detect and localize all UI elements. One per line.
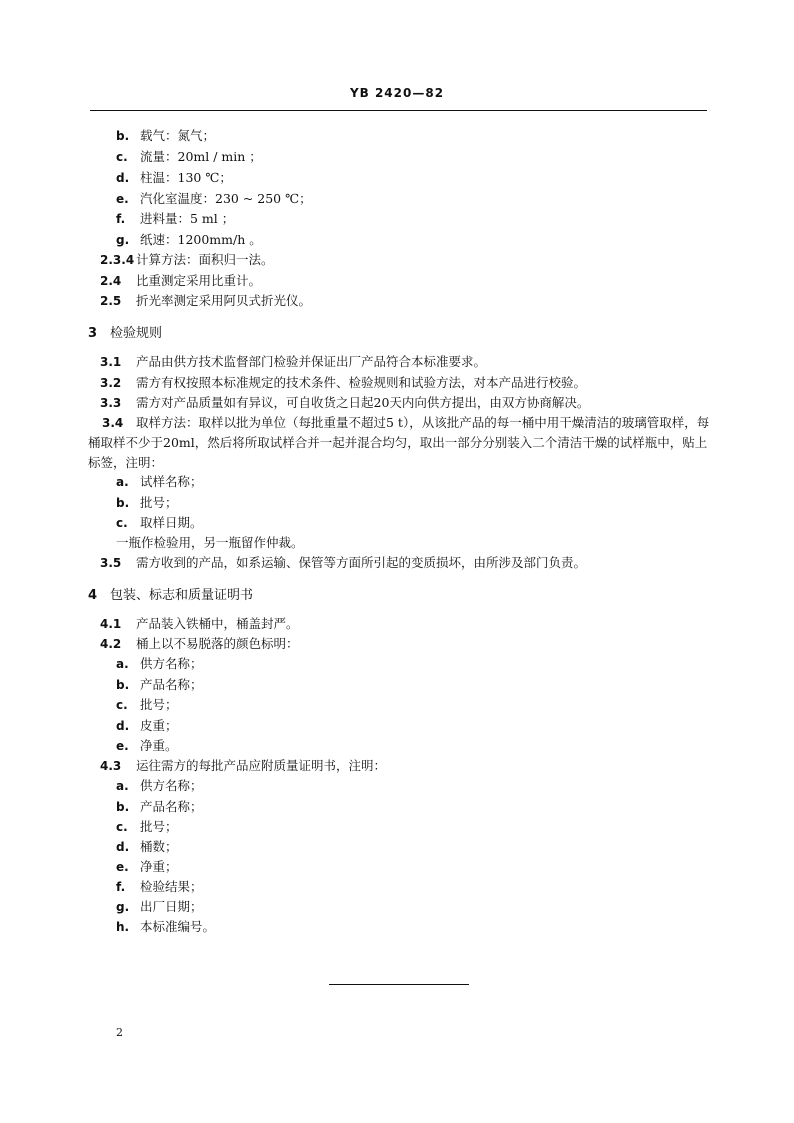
clause-3-5: 3.5 需方收到的产品，如系运输、保管等方面所引起的变质损坏，由所涉及部门负责。 [100, 555, 587, 570]
list-item: d. 桶数； [116, 839, 178, 854]
clause-2-3-4: 2.3.4 计算方法：面积归一法。 [100, 252, 274, 267]
list-item: a. 试样名称； [116, 474, 203, 489]
list-item: c. 批号； [116, 819, 178, 834]
list-item: f. 检验结果； [116, 879, 203, 894]
list-item: a. 供方名称； [116, 656, 203, 671]
list-item: f. 进料量：5 ml ； [116, 211, 235, 226]
list-item: a. 供方名称； [116, 778, 203, 793]
header-rule [90, 110, 707, 111]
list-item: b. 载气：氮气； [116, 128, 216, 143]
list-item: d. 柱温：130 ℃； [116, 170, 232, 185]
list-item: e. 净重。 [116, 738, 178, 753]
list-item: g. 出厂日期； [116, 899, 203, 914]
page-number: 2 [116, 1026, 123, 1039]
section-3-heading: 3 检验规则 [88, 326, 163, 341]
list-item: e. 净重； [116, 859, 178, 874]
list-item: c. 流量：20ml / min ； [116, 149, 262, 164]
list-item: c. 取样日期。 [116, 515, 203, 530]
standard-code-header: YB 2420—82 [349, 86, 445, 100]
clause-3-4: 3.4 取样方法：取样以批为单位（每批重量不超过5 t），从该批产品的每一桶中用干燥清洁的玻璃管取样，每桶取样不少于20ml，然后将所取试样合并一起并混合均匀，取出一部分分别装入二个清洁干燥的试样瓶中，贴上标签，注明： [88, 415, 710, 470]
list-item: b. 产品名称； [116, 677, 203, 692]
list-item: d. 皮重； [116, 718, 178, 733]
list-item: b. 批号； [116, 495, 178, 510]
list-item: g. 纸速：1200mm/h 。 [116, 232, 262, 247]
clause-2-4: 2.4 比重测定采用比重计。 [100, 273, 262, 288]
clause-3-4-note: 一瓶作检验用，另一瓶留作仲裁。 [116, 535, 304, 550]
list-item: b. 产品名称； [116, 799, 203, 814]
clause-4-3: 4.3 运往需方的每批产品应附质量证明书，注明： [100, 758, 387, 773]
list-item: e. 汽化室温度：230 ~ 250 ℃； [116, 191, 312, 206]
clause-3-2: 3.2 需方有权按照本标准规定的技术条件、检验规则和试验方法，对本产品进行校验。 [100, 375, 587, 390]
clause-4-2: 4.2 桶上以不易脱落的颜色标明： [100, 636, 299, 651]
end-rule [329, 984, 469, 985]
list-item: c. 批号； [116, 697, 178, 712]
clause-3-3: 3.3 需方对产品质量如有异议，可自收货之日起20天内向供方提出，由双方协商解决。 [100, 395, 590, 410]
section-4-heading: 4 包装、标志和质量证明书 [88, 588, 254, 603]
clause-2-5: 2.5 折光率测定采用阿贝式折光仪。 [100, 293, 312, 308]
clause-3-1: 3.1 产品由供方技术监督部门检验并保证出厂产品符合本标准要求。 [100, 354, 487, 369]
clause-4-1: 4.1 产品装入铁桶中，桶盖封严。 [100, 616, 299, 631]
list-item: h. 本标准编号。 [116, 919, 216, 934]
